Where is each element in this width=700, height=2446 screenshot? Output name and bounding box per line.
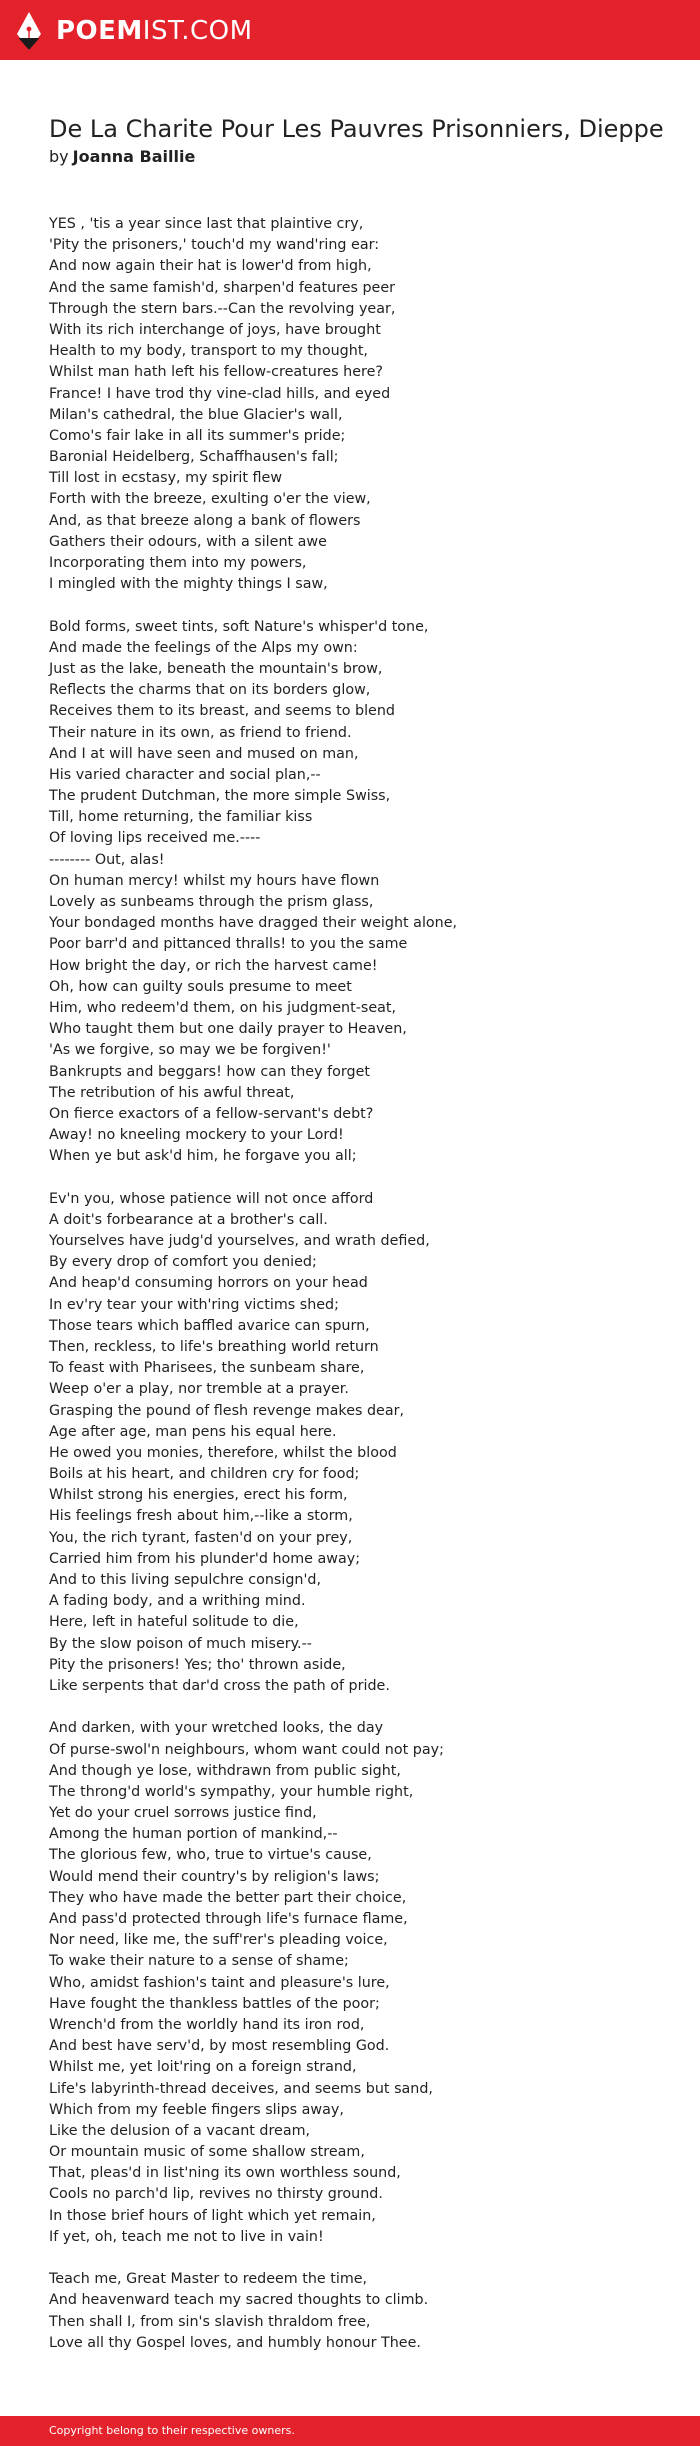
poem-line: Bankrupts and beggars! how can they forget: [49, 1063, 370, 1080]
poem-line: Like the delusion of a vacant dream,: [49, 2122, 311, 2139]
site-header: [0, 0, 700, 60]
poem-line: The retribution of his awful threat,: [49, 1084, 295, 1101]
poem-line: Through the stern bars.--Can the revolving year,: [49, 300, 396, 317]
poem-line: With its rich interchange of joys, have brought: [49, 321, 381, 338]
poem-line: If yet, oh, teach me not to live in vain!: [49, 2228, 324, 2245]
poem-line: Age after age, man pens his equal here.: [49, 1423, 337, 1440]
poem-line: Those tears which baffled avarice can spurn,: [49, 1317, 370, 1334]
poem-line: Milan's cathedral, the blue Glacier's wall,: [49, 406, 343, 423]
poem-line: France! I have trod thy vine-clad hills, and eyed: [49, 385, 391, 402]
poem-line: And darken, with your wretched looks, the day: [49, 1720, 384, 1737]
poem-line: Poor barr'd and pittanced thralls! to you the same: [49, 936, 408, 953]
poem-line: And made the feelings of the Alps my own:: [49, 639, 358, 656]
poem-line: Of purse-swol'n neighbours, whom want could not pay;: [49, 1741, 444, 1758]
site-logo[interactable]: [16, 12, 253, 50]
poem-line: Like serpents that dar'd cross the path of pride.: [49, 1677, 390, 1694]
poem-line: Their nature in its own, as friend to friend.: [49, 724, 352, 741]
poem-line: Whilst man hath left his fellow-creatures here?: [49, 364, 383, 381]
poem-line: Nor need, like me, the suff'rer's pleading voice,: [49, 1932, 388, 1949]
poem-line: Cools no parch'd lip, revives no thirsty ground.: [49, 2186, 383, 2203]
poem-line: Grasping the pound of flesh revenge makes dear,: [49, 1402, 405, 1419]
poem-line: Lovely as sunbeams through the prism glass,: [49, 894, 374, 910]
poem-line: And to this living sepulchre consign'd,: [49, 1572, 322, 1588]
poem-body: [49, 214, 679, 2375]
poem-stanza: [49, 1189, 679, 1698]
poem-line: To wake their nature to a sense of shame;: [49, 1953, 349, 1970]
poem-line: On fierce exactors of a fellow-servant's debt?: [49, 1105, 374, 1122]
poem-line: Till, home returning, the familiar kiss: [49, 809, 313, 826]
site-footer: [0, 2416, 700, 2446]
poem-line: And best have serv'd, by most resembling God.: [49, 2038, 390, 2055]
poem-line: Or mountain music of some shallow stream,: [49, 2144, 365, 2161]
poem-line: His varied character and social plan,--: [49, 766, 321, 783]
poem-line: By every drop of comfort you denied;: [49, 1254, 317, 1271]
poem-line: How bright the day, or rich the harvest came!: [49, 957, 378, 974]
poem-line: Pity the prisoners! Yes; tho' thrown aside,: [49, 1656, 346, 1673]
poem-line: Who taught them but one daily prayer to Heaven,: [49, 1021, 407, 1038]
poem-line: A fading body, and a writhing mind.: [49, 1593, 306, 1610]
site-logo-text: POEMIST.COM: [56, 16, 253, 46]
poem-line: Ev'n you, whose patience will not once afford: [49, 1190, 374, 1207]
poem-line: Just as the lake, beneath the mountain's brow,: [49, 660, 383, 677]
poem-line: Have fought the thankless battles of the poor;: [49, 1995, 380, 2012]
poem-line: On human mercy! whilst my hours have flown: [49, 872, 380, 889]
poem-line: Bold forms, sweet tints, soft Nature's whisper'd tone,: [49, 618, 429, 635]
poem-line: Him, who redeem'd them, on his judgment-seat,: [49, 999, 397, 1016]
poem-line: And the same famish'd, sharpen'd features peer: [49, 279, 396, 296]
poem-byline: [49, 145, 195, 169]
pen-nib-icon: [16, 12, 42, 50]
author-link[interactable]: Joanna Baillie: [72, 147, 196, 166]
poem-line: Yet do your cruel sorrows justice find,: [49, 1805, 317, 1822]
poem-line: Love all thy Gospel loves, and humbly honour Thee.: [49, 2334, 421, 2351]
poem-line: Life's labyrinth-thread deceives, and seems but sand,: [49, 2080, 433, 2097]
poem-line: Teach me, Great Master to redeem the time,: [49, 2271, 368, 2288]
poem-stanza: [49, 1718, 679, 2248]
poem-line: In those brief hours of light which yet remain,: [49, 2207, 376, 2224]
poem-line: A doit's forbearance at a brother's call.: [49, 1211, 328, 1228]
poem-line: Here, left in hateful solitude to die,: [49, 1614, 299, 1631]
poem-line: Away! no kneeling mockery to your Lord!: [49, 1127, 344, 1144]
poem-line: Como's fair lake in all its summer's pride;: [49, 427, 346, 444]
poem-line: Oh, how can guilty souls presume to meet: [49, 978, 352, 995]
poem-line: And though ye lose, withdrawn from public sight,: [49, 1762, 401, 1779]
poem-line: Health to my body, transport to my thought,: [49, 343, 368, 360]
poem-line: He owed you monies, therefore, whilst the blood: [49, 1444, 397, 1461]
poem-line: Yourselves have judg'd yourselves, and wrath defied,: [49, 1233, 430, 1249]
poem-line: By the slow poison of much misery.--: [49, 1635, 312, 1652]
poem-line: Whilst strong his energies, erect his form,: [49, 1487, 348, 1504]
poem-title: De La Charite Pour Les Pauvres Prisonniers, Dieppe: [49, 115, 664, 143]
poem-line: His feelings fresh about him,--like a storm,: [49, 1508, 353, 1525]
poem-line: And heavenward teach my sacred thoughts to climb.: [49, 2292, 429, 2309]
poem-line: Incorporating them into my powers,: [49, 555, 307, 571]
poem-stanza: [49, 2269, 679, 2354]
poem-line: 'Pity the prisoners,' touch'd my wand'ring ear:: [49, 237, 380, 254]
poem-line: Which from my feeble fingers slips away,: [49, 2101, 344, 2118]
poem-line: Would mend their country's by religion's laws;: [49, 1868, 380, 1885]
poem-line: And pass'd protected through life's furnace flame,: [49, 1911, 408, 1927]
poem-line: Carried him from his plunder'd home away;: [49, 1550, 361, 1567]
poem-line: The prudent Dutchman, the more simple Swiss,: [49, 788, 391, 805]
poem-line: Your bondaged months have dragged their weight alone,: [49, 915, 458, 932]
poem-line: The glorious few, who, true to virtue's cause,: [49, 1847, 372, 1864]
poem-line: Among the human portion of mankind,--: [49, 1826, 338, 1843]
poem-line: Of loving lips received me.----: [49, 830, 261, 847]
poem-line: Forth with the breeze, exulting o'er the view,: [49, 491, 371, 508]
poem-line: Wrench'd from the worldly hand its iron rod,: [49, 2016, 365, 2033]
poem-line: To feast with Pharisees, the sunbeam share,: [49, 1360, 365, 1377]
poem-stanza: [49, 214, 679, 595]
poem-line: Weep o'er a play, nor tremble at a prayer.: [49, 1381, 349, 1398]
poem-line: Then shall I, from sin's slavish thraldom free,: [49, 2313, 371, 2330]
poem-line: In ev'ry tear your with'ring victims shed;: [49, 1296, 339, 1313]
poem-line: When ye but ask'd him, he forgave you all;: [49, 1148, 357, 1165]
poem-line: Whilst me, yet loit'ring on a foreign strand,: [49, 2059, 357, 2076]
poem-stanza: [49, 617, 679, 1168]
poem-line: Gathers their odours, with a silent awe: [49, 533, 327, 550]
poem-line: They who have made the better part their choice,: [49, 1889, 407, 1906]
poem-line: Boils at his heart, and children cry for food;: [49, 1466, 360, 1483]
poem-line: Till lost in ecstasy, my spirit flew: [49, 470, 283, 487]
poem-line: Then, reckless, to life's breathing world return: [49, 1338, 379, 1355]
poem-line: Reflects the charms that on its borders glow,: [49, 682, 371, 699]
poem-line: Baronial Heidelberg, Schaffhausen's fall;: [49, 449, 339, 466]
poem-line: And now again their hat is lower'd from high,: [49, 258, 372, 275]
poem-line: And I at will have seen and mused on man,: [49, 745, 359, 762]
poem-line: The throng'd world's sympathy, your humble right,: [49, 1783, 414, 1800]
poem-line: That, pleas'd in list'ning its own worthless sound,: [49, 2165, 401, 2182]
by-label: by: [49, 147, 69, 166]
poem-line: Who, amidst fashion's taint and pleasure's lure,: [49, 1974, 390, 1991]
poem-line: Receives them to its breast, and seems to blend: [49, 703, 395, 720]
poem-line: YES , 'tis a year since last that plaintive cry,: [49, 216, 364, 232]
poem-line: And, as that breeze along a bank of flowers: [49, 512, 361, 529]
copyright-text: Copyright belong to their respective owners.: [49, 2424, 295, 2437]
poem-line: 'As we forgive, so may we be forgiven!': [49, 1042, 331, 1059]
poem-line: You, the rich tyrant, fasten'd on your prey,: [49, 1529, 353, 1546]
poem-line: I mingled with the mighty things I saw,: [49, 576, 328, 593]
poem-line: -------- Out, alas!: [49, 851, 165, 868]
poem-line: And heap'd consuming horrors on your head: [49, 1275, 368, 1292]
